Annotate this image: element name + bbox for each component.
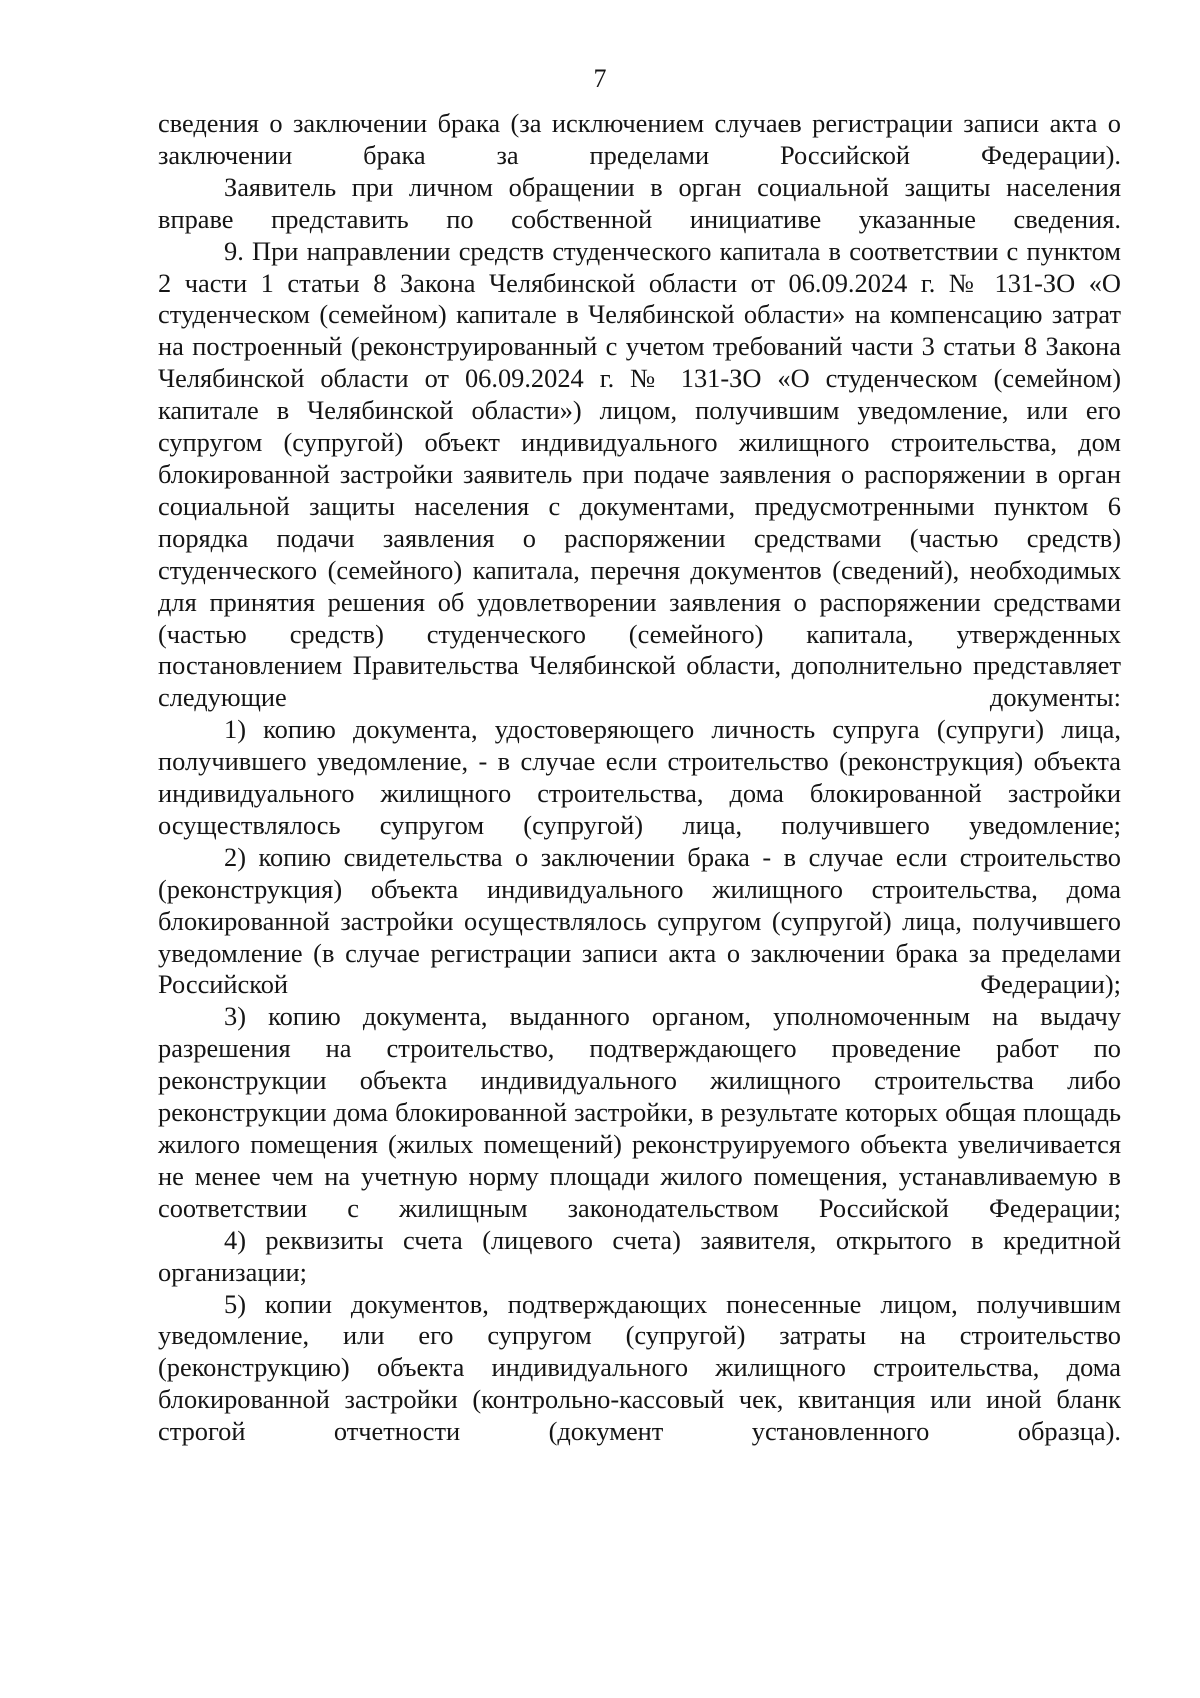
text-line: брака за пределами Российской Федерации); xyxy=(158,937,1121,1000)
text-line: объекта индивидуального жилищного строительства, дома блокированной xyxy=(158,746,1121,809)
paragraph xyxy=(158,1289,1121,1449)
text-line: вправе представить по собственной инициативе указанные сведения. xyxy=(158,203,1121,234)
text-line: заявления о распоряжении средствами (частью средств) студенческого xyxy=(158,522,1121,585)
text-line: устанавливаемую в соответствии с жилищным законодательством Российской xyxy=(158,1160,1121,1223)
text-line: получившего уведомление, - в случае если строительство (реконструкция) xyxy=(158,746,1024,777)
text-line: организации; xyxy=(158,1256,308,1287)
text-line: «О студенческом (семейном) капитале в Челябинской области») лицом, xyxy=(158,363,1121,426)
text-line: 2) копию свидетельства о заключении брака - в случае если строительство xyxy=(224,841,1121,872)
paragraph xyxy=(158,108,1121,172)
text-line: 5) копии документов, подтверждающих понесенные лицом, получившим xyxy=(224,1288,1121,1319)
text-line: представляет следующие документы: xyxy=(158,650,1121,713)
text-line: площадь жилого помещения (жилых помещений) реконструируемого объекта xyxy=(158,1097,1121,1159)
paragraph xyxy=(158,714,1121,842)
text-line: 3) копию документа, выданного органом, уполномоченным на выдачу xyxy=(224,1001,1121,1032)
text-line: (семейного) капитала, перечня документов (сведений), необходимых для xyxy=(158,554,1121,617)
text-line: застройки осуществлялось супругом (супругой) лица, получившего xyxy=(158,778,1121,840)
paragraph xyxy=(158,172,1121,236)
text-line: реконструкции объекта индивидуального жилищного строительства либо xyxy=(158,1065,1121,1096)
text-line: блокированной застройки (контрольно-кассовый чек, квитанция или иной бланк xyxy=(158,1384,1121,1415)
text-line: Федерации; xyxy=(989,1192,1121,1223)
text-line: части 3 статьи 8 Закона Челябинской области от 06.09.2024 г. № 131-ЗО xyxy=(158,331,1122,394)
text-line: получившим уведомление, или его супругом (супругой) объект xyxy=(158,395,1121,458)
page-number: 7 xyxy=(593,64,607,93)
text-line: строгой отчетности (документ установленного образца). xyxy=(158,1416,1121,1447)
text-line: получившего уведомление (в случае регистрации записи акта о заключении xyxy=(158,905,1121,968)
text-line: Заявитель при личном обращении в орган социальной защиты населения xyxy=(224,171,1121,202)
text-line: 9. При направлении средств студенческого капитала в соответствии с xyxy=(224,235,1019,266)
text-line: сведения о заключении брака (за исключением случаев регистрации записи xyxy=(158,108,1040,138)
text-line: постановлением Правительства Челябинской области, дополнительно xyxy=(158,650,963,681)
text-line: 4) реквизиты счета (лицевого счета) заявителя, открытого в кредитной xyxy=(224,1224,1121,1255)
text-line: уведомление, или его супругом (супругой) затраты на строительство xyxy=(158,1320,1121,1351)
text-line: увеличивается не менее чем на учетную норму площади жилого помещения, xyxy=(158,1129,1121,1191)
paragraph xyxy=(158,1225,1121,1289)
text-line: уведомление; xyxy=(969,809,1121,840)
text-line: 1) копию документа, удостоверяющего личность супруга (супруги) лица, xyxy=(224,714,1121,745)
text-line: разрешения на строительство, подтверждающего проведение работ по xyxy=(158,1033,1121,1064)
text-line: заявитель при подаче заявления о распоряжении в орган социальной защиты xyxy=(158,458,1121,521)
text-line: реконструкции дома блокированной застройки, в результате которых общая xyxy=(158,1097,1016,1128)
text-line: населения с документами, предусмотренными пунктом 6 порядка подачи xyxy=(158,490,1121,553)
text-line: (реконструкцию) объекта индивидуального жилищного строительства, дома xyxy=(158,1352,1121,1383)
document-body xyxy=(158,108,1121,1448)
text-line: (реконструкция) объекта индивидуального жилищного строительства, дома xyxy=(158,873,1121,904)
text-line: принятия решения об удовлетворении заявления о распоряжении средствами xyxy=(209,586,1121,617)
paragraph xyxy=(158,842,1121,1002)
text-line: блокированной застройки осуществлялось супругом (супругой) лица, xyxy=(158,905,962,936)
text-line: акта о заключении брака за пределами Российской Федерации). xyxy=(158,108,1121,170)
text-line: компенсацию затрат на построенный (реконструированный с учетом требований xyxy=(158,299,1121,362)
text-line: № 131-ЗО «О студенческом (семейном) капитале в Челябинской области» на xyxy=(158,267,1121,330)
text-line: пунктом 2 части 1 статьи 8 Закона Челябинской области от 06.09.2024 г. xyxy=(158,235,1121,298)
paragraph xyxy=(158,236,1121,715)
text-line: индивидуального жилищного строительства, дом блокированной застройки xyxy=(158,427,1121,489)
paragraph xyxy=(158,1001,1121,1224)
text-line: (частью средств) студенческого (семейного) капитала, утвержденных xyxy=(158,618,1121,649)
